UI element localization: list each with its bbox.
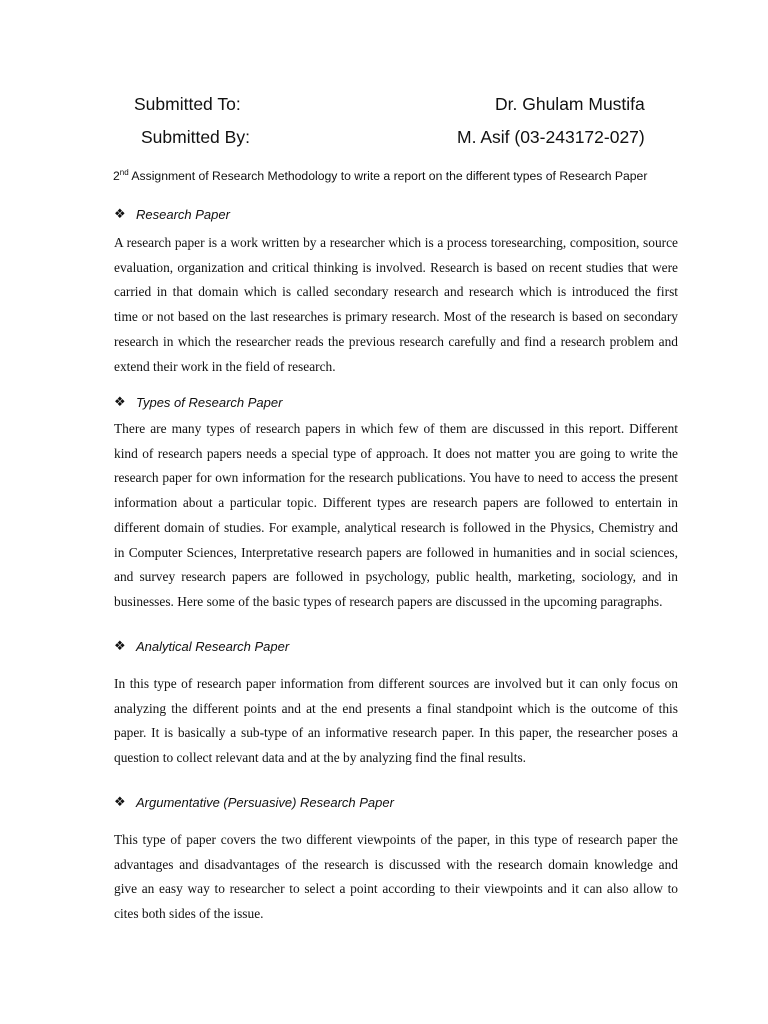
section-paragraph-research-paper [114, 231, 678, 379]
submitted-to-label: Submitted To: [134, 94, 241, 114]
paragraph-line: and survey research papers are followed in psychology, public health, marketing, sociology, and in [114, 569, 678, 585]
section-paragraph-argumentative-research-paper [114, 828, 678, 927]
submitted-to-value: Dr. Ghulam Mustifa [495, 94, 645, 114]
paragraph-line: In this type of research paper information from different sources are involved but it can only focus on [114, 676, 678, 691]
diamond-bullet-icon: ❖ [114, 638, 126, 653]
paragraph-line: evaluation, organization and critical thinking is involved. Research is based on recent studies that were [114, 259, 678, 275]
section-heading-text: Analytical Research Paper [136, 638, 290, 654]
paragraph-line: carried in that domain which is called secondary research and research which is introduced the first [114, 284, 678, 300]
assignment-ordinal-suffix: nd [119, 168, 129, 177]
paragraph-line: information about a particular topic. Different types are research papers are followed to entertain in [114, 495, 678, 511]
paragraph-line: kind of research papers needs a special type of approach. It does not matter you are going to write the [114, 445, 678, 461]
paragraph-line: extend their work in the field of research. [114, 358, 336, 374]
section-heading-types-of-research-paper [114, 394, 282, 410]
paragraph-line: in Computer Sciences, Interpretative research papers are followed in humanities and in social sciences, [114, 544, 678, 560]
submitted-by-value: M. Asif (03-243172-027) [457, 127, 645, 147]
paragraph-line: This type of paper covers the two different viewpoints of the paper, in this type of research paper the [114, 832, 678, 847]
paragraph-line: paper. It is basically a sub-type of an informative research paper. In this paper, the researcher poses a [114, 725, 678, 741]
paragraph-line: A research paper is a work written by a researcher which is a process toresearching, composition, source [114, 235, 678, 250]
section-heading-analytical-research-paper [114, 638, 289, 654]
paragraph-line: analyzing the different points and at the end presents a final standpoint which is the outcome of this [114, 700, 678, 716]
section-heading-research-paper [114, 206, 230, 222]
section-paragraph-analytical-research-paper [114, 672, 678, 771]
submitted-by-label: Submitted By: [141, 127, 250, 147]
paragraph-line: time or not based on the last researches is primary research. Most of the research is based on secondary [114, 309, 678, 325]
diamond-bullet-icon: ❖ [114, 394, 126, 409]
assignment-title [113, 169, 673, 183]
section-heading-argumentative-research-paper [114, 794, 394, 810]
section-heading-text: Types of Research Paper [136, 394, 283, 410]
paragraph-line: advantages and disadvantages of the research is discussed with the research domain knowledge and [114, 856, 678, 872]
paragraph-line: different domain of studies. For example, analytical research is followed in the Physics, Chemistry and [114, 519, 678, 535]
diamond-bullet-icon: ❖ [114, 206, 126, 221]
paragraph-line: There are many types of research papers in which few of them are discussed in this report. Different [114, 421, 678, 436]
section-heading-text: Argumentative (Persuasive) Research Paper [136, 794, 394, 810]
assignment-ordinal-number: 2 [113, 169, 120, 183]
paragraph-line: research paper for own information for the research publications. You have to need to access the present [114, 470, 678, 486]
section-paragraph-types-of-research-paper [114, 417, 678, 615]
paragraph-line: question to collect relevant data and at the by analyzing find the final results. [114, 750, 526, 766]
diamond-bullet-icon: ❖ [114, 794, 126, 809]
section-heading-text: Research Paper [136, 206, 230, 222]
paragraph-line: cites both sides of the issue. [114, 906, 264, 922]
assignment-title-text: Assignment of Research Methodology to write a report on the different types of Research Paper [128, 169, 648, 183]
paragraph-line: businesses. Here some of the basic types of research papers are discussed in the upcoming paragraphs. [114, 593, 663, 609]
paragraph-line: research in which the researcher reads the previous research carefully and find a research problem and [114, 333, 678, 349]
paragraph-line: give an easy way to researcher to select a point according to their viewpoints and it can also allow to [114, 881, 678, 897]
